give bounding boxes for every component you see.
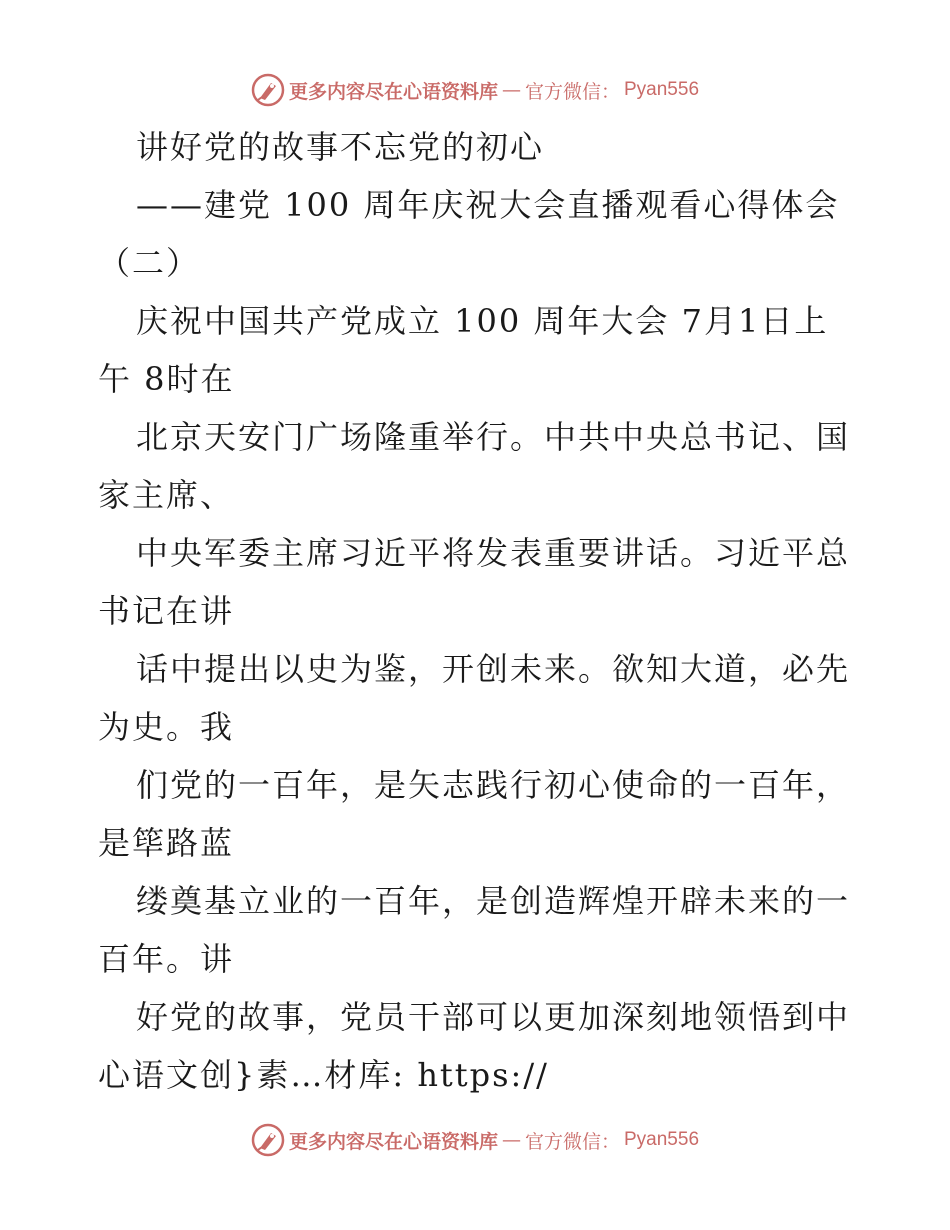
banner-wechat-label: 官方微信：	[524, 1130, 620, 1153]
banner-separator: —	[501, 79, 521, 101]
document-subtitle: ——建党 100 周年庆祝大会直播观看心得体会	[136, 186, 840, 224]
body-line: 午 8时在	[98, 360, 235, 398]
pen-nib-logo-icon	[251, 73, 285, 107]
body-line: 书记在讲	[98, 592, 235, 630]
header-watermark-banner	[0, 70, 950, 110]
banner-wechat-label: 官方微信：	[524, 80, 620, 103]
document-body	[98, 118, 858, 1104]
body-line: 缕奠基立业的一百年，是创造辉煌开辟未来的一	[136, 882, 851, 920]
banner-separator: —	[501, 1129, 521, 1151]
banner-account: Pyan556	[624, 79, 700, 100]
body-line: 为史。我	[98, 708, 235, 746]
body-line: 好党的故事，党员干部可以更加深刻地领悟到中	[136, 998, 851, 1036]
body-line: 们党的一百年，是矢志践行初心使命的一百年，	[136, 766, 851, 804]
pen-nib-logo-icon	[251, 1123, 285, 1157]
banner-account: Pyan556	[624, 1129, 700, 1150]
body-line: 话中提出以史为鉴，开创未来。欲知大道，必先	[136, 650, 851, 688]
body-line: 百年。讲	[98, 940, 235, 978]
body-line: 庆祝中国共产党成立 100 周年大会 7月1日上	[136, 302, 829, 340]
body-line: 是筚路蓝	[98, 824, 235, 862]
banner-text: 更多内容尽在心语资料库	[288, 1130, 498, 1153]
document-subtitle-suffix: （二）	[98, 244, 201, 282]
body-line: 家主席、	[98, 476, 235, 514]
banner-text: 更多内容尽在心语资料库	[288, 80, 498, 103]
body-line: 心语文创}素…材库: https://	[98, 1056, 549, 1094]
body-line: 北京天安门广场隆重举行。中共中央总书记、国	[136, 418, 851, 456]
footer-watermark-banner	[0, 1120, 950, 1160]
document-title: 讲好党的故事不忘党的初心	[136, 128, 545, 166]
body-line: 中央军委主席习近平将发表重要讲话。习近平总	[136, 534, 851, 572]
